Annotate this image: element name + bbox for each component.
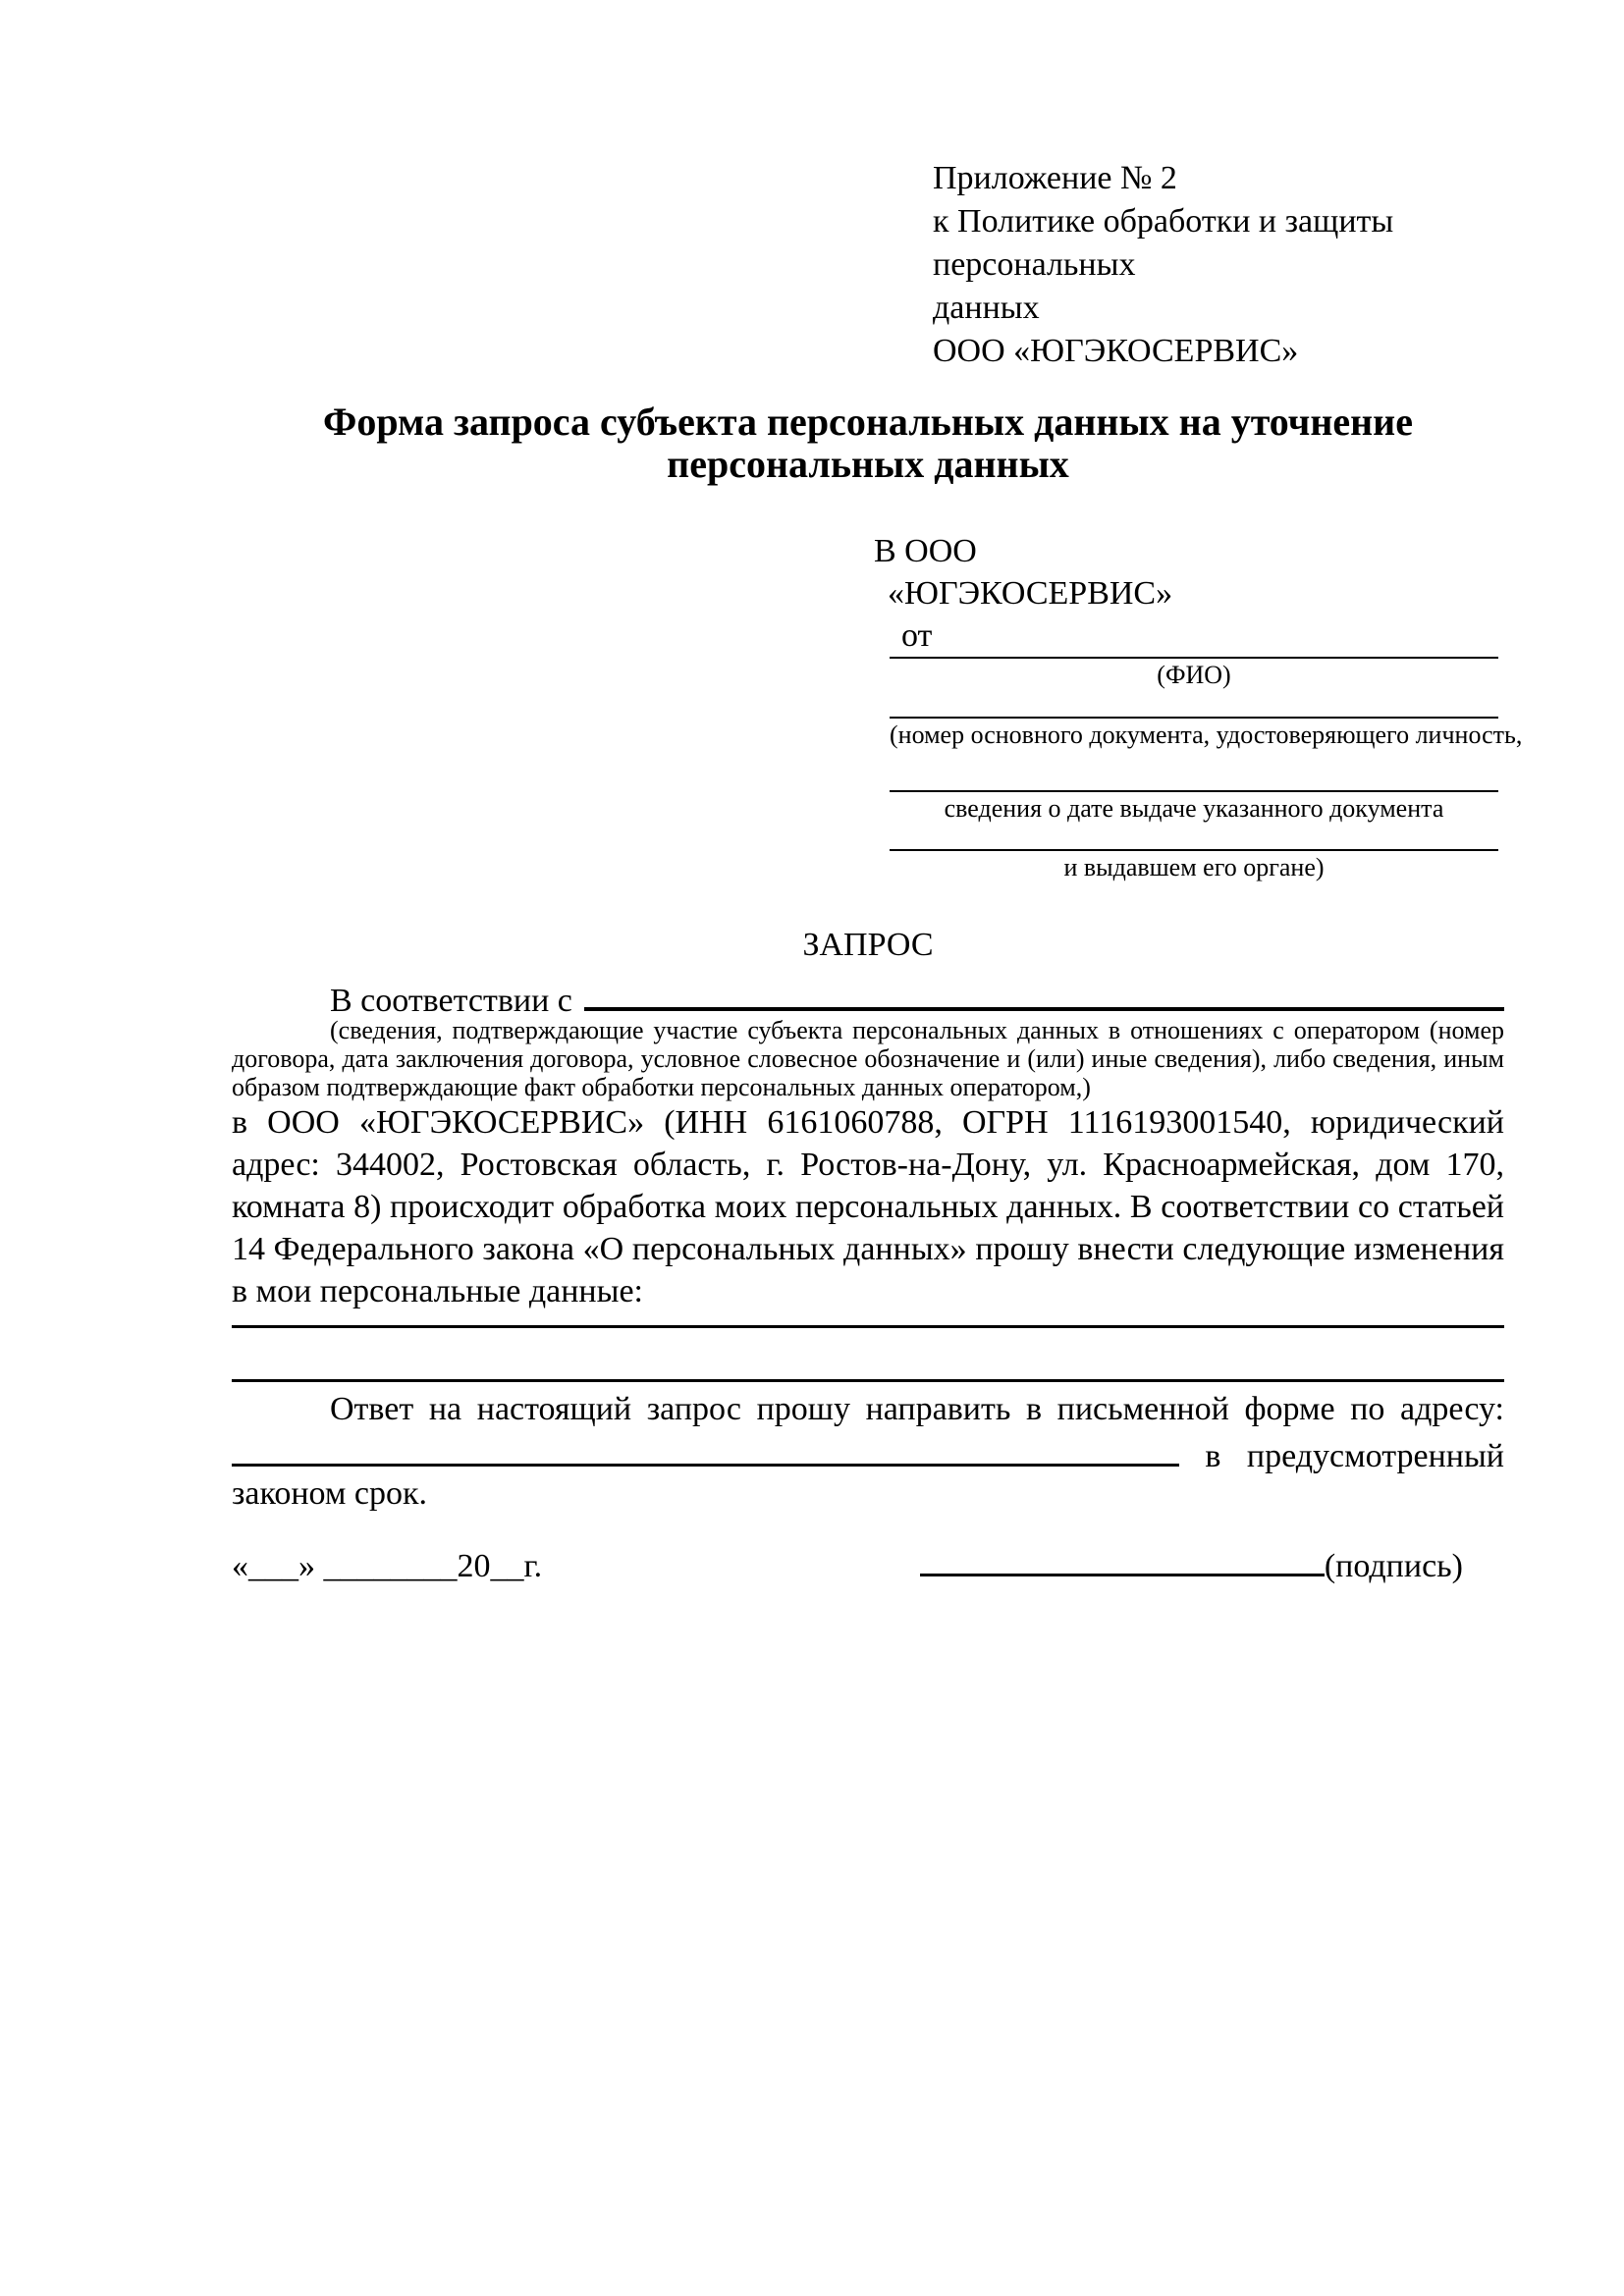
applicant-fields [890,657,1523,882]
signature-group [920,1540,1463,1587]
footer-row [232,1540,1504,1587]
date-field: «___» ________20__г. [232,1548,543,1584]
addressee-org-name: «ЮГЭКОСЕРВИС» [888,575,1173,612]
appendix-header-line-4: ООО «ЮГЭКОСЕРВИС» [933,333,1299,369]
note-text: (сведения, подтверждающие участие субъекта персональных данных в отношениях с оператором (номер договора, дата заключения договора, условное словесное обозначение и (или) иные сведения), либо сведения, иным образом подтверждающие факт обработки персональных данных оператором,) [232,1016,1504,1101]
reply-closing: законом срок. [232,1475,427,1512]
addressee-block [232,530,1504,657]
reply-sentence: Ответ на настоящий запрос прошу направить в письменной форме по адресу: [330,1391,1504,1427]
reply-address-row [232,1430,1504,1472]
fio-blank-line [890,657,1498,659]
doc-number-caption: (номер основного документа, удостоверяющего личность, [890,721,1523,749]
doc-issue-date-caption: сведения о дате выдаче указанного документа [944,794,1444,823]
doc-issuer-field [890,849,1498,882]
doc-issue-date-field [890,790,1498,824]
doc-number-blank-line [890,717,1498,719]
doc-number-field [890,717,1523,750]
signature-blank-line [920,1540,1325,1576]
document-title: Форма запроса субъекта персональных данных на уточнение персональных данных [323,400,1413,486]
doc-issue-date-blank-line [890,790,1498,792]
appendix-header-line-1: Приложение № 2 [933,160,1177,196]
doc-issuer-caption: и выдавшем его органе) [1063,853,1325,881]
signature-caption: (подпись) [1324,1548,1463,1584]
appendix-header [933,157,1504,373]
addressee-org-to: В ООО [874,533,977,569]
doc-issuer-blank-line [890,849,1498,851]
page-content [232,157,1523,1587]
fio-caption: (ФИО) [1157,661,1231,689]
intro-blank-line [584,974,1504,1011]
appendix-header-line-3: данных [933,290,1040,326]
request-body: в ООО «ЮГЭКОСЕРВИС» (ИНН 6161060788, ОГРН 1116193001540, юридический адрес: 344002, Ростовская область, г. Ростов-на-Дону, ул. Красноармейская, дом 170, комната 8) происходит обработка моих персональных данных. В соответствии со статьей 14 Федерального закона «О персональных данных» прошу внести следующие изменения в мои персональные данные: [232,1104,1504,1309]
request-heading: ЗАПРОС [802,927,934,963]
appendix-header-line-2: к Политике обработки и защиты персональных [933,203,1394,283]
reply-address-blank-line [232,1430,1179,1467]
changes-blank-line-1 [232,1325,1504,1328]
fio-field [890,657,1498,690]
addressee-from: от [901,617,933,654]
reply-word-v: в [1205,1438,1221,1474]
intro-label: В соответствии с [330,983,572,1019]
changes-blank-line-2 [232,1379,1504,1382]
reply-word-predusmotrennyj: предусмотренный [1246,1438,1504,1474]
intro-row [232,974,1504,1019]
